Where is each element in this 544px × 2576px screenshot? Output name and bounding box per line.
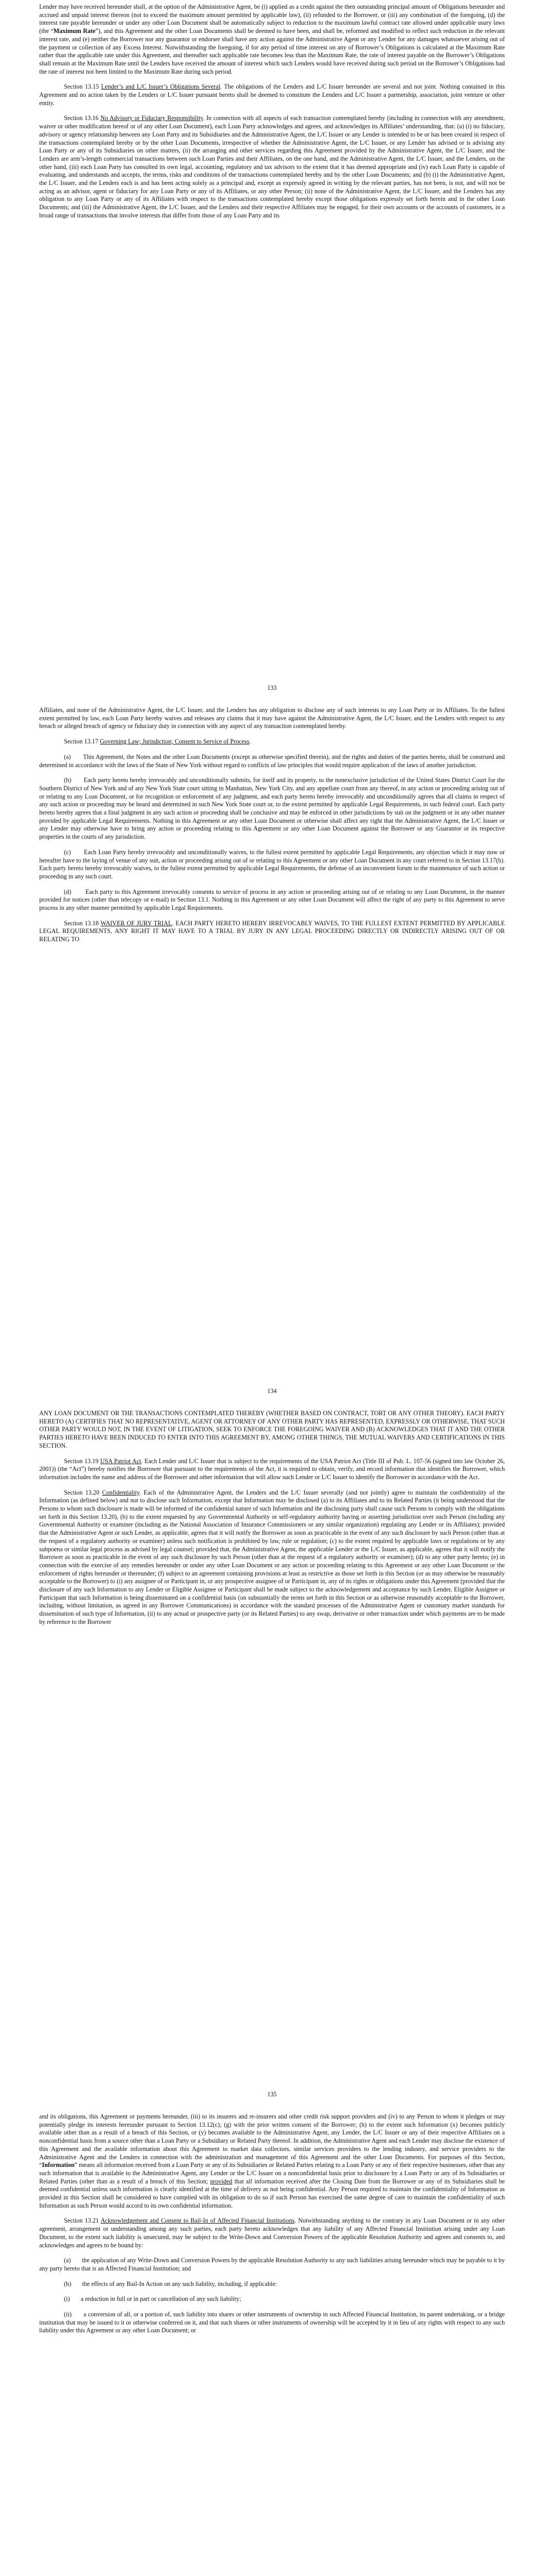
section-text: . Notwithstanding anything to the contrary in any Loan Document or in any other agreement, arrangement or understanding among any such parties, each party hereto acknowledges that any liability of any Affected Financial Institution arising under any Loan Document, to the extent such liability is unsecured, may be subject to the Write-Down and Conversion Powers of the applicable Resolution Authority and agrees and consents to, and acknowledges and agrees to be bound by: (39, 2217, 505, 2249)
paragraph: and its obligations, this Agreement or payments hereunder, (iii) to its insurers and re-insurers and other credit risk support providers and (iv) to any Person to whom it pledges or may potentially pledge its interests hereunder pursuant to Section 13.12(c); (g) with the prior written consent of the Borrower; (h) to the extent such Information (x) becomes publicly available other than as a result of a breach of this Section, or (y) becomes available to the Administrative Agent, any Lender, the L/C Issuer or any of their respective Affiliates on a nonconfidential basis from a source other than a Loan Party or a Subsidiary or Related Party thereof. In addition, the Administrative Agent and each Lender may disclose the existence of this Agreement and the available information about this Agreement to market data collectors, similar services providers to the lending industry, and service providers to the Administrative Agent and the Lenders in connection with the administration and management of this Agreement and the other Loan Documents. For purposes of this Section, “Information” means all information received from a Loan Party or any of its Subsidiaries or Related Parties relating to a Loan Party or any of their respective businesses, other than any such information that is available to the Administrative Agent, any Lender or the L/C Issuer on a nonconfidential basis prior to disclosure by a Loan Party or any of its Subsidiaries or Related Parties (other than as a result of a breach of this Section; provided that all information received after the Closing Date from the Borrower or any of its Subsidiaries shall be deemed confidential unless such information is clearly identified at the time of delivery as not being confidential. Any Person required to maintain the confidentiality of Information as provided in this Section shall be considered to have complied with its obligation to do so if such Person has exercised the same degree of care to maintain the confidentiality of such Information as such Person would accord to its own confidential information. (39, 2113, 505, 2209)
page-number: 135 (267, 2091, 277, 2098)
section-number: Section 13.20 (64, 1488, 102, 1496)
section-number: Section 13.19 (64, 1457, 101, 1465)
section-paragraph (39, 1458, 505, 1482)
section-heading: Lender’s and L/C Issuer’s Obligations Several (101, 83, 221, 91)
paragraph: (d) Each party to this Agreement irrevocably consents to service of process in any action or proceeding arising out of or relating to any Loan Document, in the manner provided for notices (other than telecopy or e-mail) in Section 13.1. Nothing in this Agreement or any other Loan Document will affect the right of any party to this Agreement to serve process in any other manner permitted by applicable Legal Requirements. (39, 888, 505, 912)
paragraph: (i) a reduction in full or in part or cancellation of any such liability; (64, 2295, 241, 2303)
section-heading: Acknowledgement and Consent to Bail-In of Affected Financial Institutions (101, 2217, 295, 2225)
section-number: Section 13.16 (64, 114, 101, 122)
paragraph: (b) Each party hereto hereby irrevocably and unconditionally submits, for itself and its property, to the nonexclusive jurisdiction of the United States District Court for the Southern District of New York and of any New York State court sitting in Manhattan, New York City, and any appellate court from any thereof, in any action or proceeding arising out of or relating to any Loan Document, or for recognition or enforcement of any judgment, and each party hereto hereby irrevocably and unconditionally agrees that all claims in respect of any such action or proceeding may be heard and determined in such New York State court or, to the extent permitted by applicable Legal Requirements, in such federal court. Each party hereto hereby agrees that a final judgment in any such action or proceeding shall be conclusive and may be enforced in other jurisdictions by suit on the judgment or in any other manner provided by applicable Legal Requirements. Nothing in this Agreement or any other Loan Document or otherwise shall affect any right that the Administrative Agent, the L/C Issuer or any Lender may otherwise have to bring any action or proceeding relating to this Agreement or any other Loan Document against the Borrower or any Guarantor or its respective properties in the courts of any jurisdiction. (39, 776, 505, 841)
section-number: Section 13.15 (64, 83, 102, 91)
page-number: 133 (267, 684, 277, 691)
section-paragraph (39, 1489, 505, 1626)
section-heading: WAIVER OF JURY TRIAL (100, 919, 172, 927)
section-paragraph (39, 2217, 505, 2249)
page (0, 1406, 544, 2110)
paragraph: (a) the application of any Write-Down and Conversion Powers by the applicable Resolution Authority to any such liabilities arising hereunder which may be payable to it by any party hereto that is an Affected Financial Institution; and (39, 2257, 505, 2272)
section-number: Section 13.17 (64, 738, 100, 745)
section-number: Section 13.18 (64, 919, 101, 927)
paragraph: ANY LOAN DOCUMENT OR THE TRANSACTIONS CONTEMPLATED THEREBY (WHETHER BASED ON CONTRACT, TORT OR ANY OTHER THEORY). EACH PARTY HERETO (A) CERTIFIES THAT NO REPRESENTATIVE, AGENT OR ATTORNEY OF ANY OTHER PARTY HAS REPRESENTED, EXPRESSLY OR OTHERWISE, THAT SUCH OTHER PARTY WOULD NOT, IN THE EVENT OF LITIGATION, SEEK TO ENFORCE THE FOREGOING WAIVER AND (B) ACKNOWLEDGES THAT IT AND THE OTHER PARTIES HERETO HAVE BEEN INDUCED TO ENTER INTO THIS AGREEMENT BY, AMONG OTHER THINGS, THE MUTUAL WAIVERS AND CERTIFICATIONS IN THIS SECTION. (39, 1410, 505, 1449)
page-body (39, 2113, 505, 2342)
page (0, 703, 544, 1406)
page (0, 0, 544, 703)
section-heading: Governing Law; Jurisdiction; Consent to Service of Process (100, 738, 250, 745)
page-body (39, 706, 505, 951)
paragraph: Affiliates, and none of the Administrative Agent, the L/C Issuer, and the Lenders has any obligation to disclose any of such interests to any Loan Party or its Affiliates. To the fullest extent permitted by law, each Loan Party hereby waives and releases any claims that it may have against the Administrative Agent, the L/C Issuer, and the Lenders with respect to any breach or alleged breach of agency or fiduciary duty in connection with any aspect of any transaction contemplated hereby. (39, 706, 505, 730)
section-paragraph (39, 738, 505, 746)
paragraph: (a) This Agreement, the Notes and the other Loan Documents (except as otherwise specified therein), and the rights and duties of the parties hereto, shall be construed and determined in accordance with the laws of the State of New York without regard to conflicts of law principles that would require application of the laws of another jurisdiction. (39, 753, 505, 769)
section-paragraph (39, 920, 505, 944)
section-paragraph (39, 83, 505, 107)
page-body (39, 3, 505, 227)
section-text: . In connection with all aspects of each transaction contemplated hereby (including in connection with any amendment, waiver or other modification hereof or of any other Loan Document), each Loan Party acknowledges and agrees, and acknowledges its Affiliates’ understanding, that: (a) (i) no fiduciary, advisory or agency relationship between any Loan Party and its Subsidiaries and the Administrative Agent, the L/C Issuer or any Lender is intended to be or has been created in respect of the transactions contemplated hereby or by the other Loan Documents, irrespective of whether the Administrative Agent, the L/C Issuer, or any Lender has advised or is advising any Loan Party or any of its Subsidiaries on other matters, (ii) the arranging and other services regarding this Agreement provided by the Administrative Agent, the L/C Issuer, and the Lenders are arm’s-length commercial transactions between such Loan Parties and their Affiliates, on the one hand, and the Administrative Agent, the L/C Issuer, and the Lenders, on the other hand, (iii) each Loan Party has consulted its own legal, accounting, regulatory and tax advisors to the extent that it has deemed appropriate and (iv) each Loan Party is capable of evaluating, and understands and accepts, the terms, risks and conditions of the transactions contemplated hereby and by the other Loan Documents; and (b) (i) the Administrative Agent, the L/C Issuer, and the Lenders each is and has been acting solely as a principal and, except as expressly agreed in writing by the relevant parties, has not been, is not, and will not be acting as an advisor, agent or fiduciary for any Loan Party or any of its Affiliates, or any other Person; (ii) none of the Administrative Agent, the L/C Issuer, and the Lenders has any obligation to any Loan Party or any of its Affiliates with respect to the transactions contemplated hereby except those obligations expressly set forth herein and in the other Loan Documents; and (iii) the Administrative Agent, the L/C Issuer, and the Lenders and their respective Affiliates may be engaged, for their own accounts or the accounts of customers, in a broad range of transactions that involve interests that differ from those of any Loan Party and its (39, 114, 505, 219)
section-heading: Confidentiality (102, 1488, 140, 1496)
section-text: . (249, 738, 251, 745)
page-number: 134 (267, 1387, 277, 1395)
section-heading: No Advisory or Fiduciary Responsibility (100, 114, 203, 122)
paragraph: (b) the effects of any Bail-In Action on any such liability, including, if applicable: (64, 2280, 277, 2287)
paragraph: (ii) a conversion of all, or a portion of, such liability into shares or other instruments of ownership in such Affected Financial Institution, its parent undertaking, or a bridge institution that may be issued to it or otherwise conferred on it, and that such shares or other instruments of ownership will be accepted by it in lieu of any rights with respect to any such liability under this Agreement or any other Loan Document; or (39, 2311, 505, 2334)
section-text: . Each Lender and L/C Issuer that is subject to the requirements of the USA Patriot Act (Title III of Pub. L. 107-56 (signed into law October 26, 2001)) (the “Act”) hereby notifies the Borrower that pursuant to the requirements of the Act, it is required to obtain, verify, and record information that identifies the Borrower, which information includes the name and address of the Borrower and other information that will allow such Lender or L/C Issuer to identify the Borrower in accordance with the Act. (39, 1457, 505, 1481)
section-text: . The obligations of the Lenders and L/C Issuer hereunder are several and not joint. Nothing contained in this Agreement and no action taken by the Lenders or L/C Issuer pursuant hereto shall be deemed to constitute the Lenders and L/C Issuer a partnership, association, joint venture or other entity. (39, 83, 505, 107)
section-heading: USA Patriot Act (100, 1457, 141, 1465)
section-paragraph (39, 114, 505, 219)
section-text: . Each of the Administrative Agent, the Lenders and the L/C Issuer severally (and not jointly) agree to maintain the confidentiality of the Information (as defined below) and not to disclose such Information, except that Information may be disclosed (a) to its Affiliates and to its Related Parties (it being understood that the Persons to whom such disclosure is made will be informed of the confidential nature of such Information and the disclosing party shall cause such Persons to comply with the obligations set forth in this Section 13.20), (b) to the extent requested by any Governmental Authority or self-regulatory authority having or asserting jurisdiction over such Person (including any Governmental Authority or examiner (including as the National Association of Insurance Commissioners or any similar organization) regulating any Lender or its Affiliates); provided that the Administrative Agent or such Lender, as applicable, agrees that it will notify the Borrower as soon as practicable in the event of any such disclosure by such Person (other than at the request of a regulatory authority or examiner) unless such notification is prohibited by law, rule or regulation; (c) to the extent required by applicable laws or regulations or by any subpoena or similar legal process as advised by legal counsel; provided that, the Administrative Agent, the applicable Lender or the L/C Issuer, as applicable, agrees that it will notify the Borrower as soon as practicable in the event of any such disclosure by such Person (other than at the request of a regulatory authority or examiner); (d) to any other party hereto; (e) in connection with the exercise of any remedies hereunder or under any other Loan Document or any action or proceeding relating to this Agreement or any other Loan Document or the enforcement of rights hereunder or thereunder; (f) subject to an agreement containing provisions at least as restrictive as those set forth in this Section (or as may otherwise be reasonably acceptable to the Borrower) to (i) any assignee of or Participant in, or any prospective assignee of or Participant in, any of its rights or obligations under this Agreement (provided that the disclosure of any such Information to any Lender or Eligible Assignee or Participant shall be made subject to the acknowledgement and acceptance by such Lender, Eligible Assignee or Participant that such Information is being disseminated on a confidential basis (on substantially the terms set forth in this Section or as otherwise reasonably acceptable to the Borrower, including, without limitation, as agreed in any Borrower Communications) in accordance with the standard processes of the Administrative Agent or customary market standards for dissemination of such type of Information, (ii) to any actual or prospective party (or its Related Parties) to any swap, derivative or other transaction under which payments are to be made by reference to the Borrower (39, 1488, 505, 1625)
page-body (39, 1410, 505, 1634)
page (0, 2110, 544, 2576)
section-number: Section 13.21 (64, 2217, 101, 2225)
paragraph: Lender may have received hereunder shall, at the option of the Administrative Agent, be (i) applied as a credit against the then outstanding principal amount of Obligations hereunder and accrued and unpaid interest thereon (not to exceed the maximum amount permitted by applicable law), (ii) refunded to the Borrower, or (iii) any combination of the foregoing, (d) the interest rate payable hereunder or under any other Loan Document shall be automatically subject to reduction to the maximum lawful contract rate allowed under applicable usury laws (the “Maximum Rate”), and this Agreement and the other Loan Documents shall be deemed to have been, and shall be, reformed and modified to reflect such reduction in the relevant interest rate, and (e) neither the Borrower nor any guarantor or endorser shall have any action against the Administrative Agent or any Lender for any damages whatsoever arising out of the payment or collection of any Excess Interest. Notwithstanding the foregoing, if for any period of time interest on any of Borrower’s Obligations is calculated at the Maximum Rate rather than the applicable rate under this Agreement, and thereafter such applicable rate becomes less than the Maximum Rate, the rate of interest payable on the Borrower’s Obligations shall remain at the Maximum Rate until the Lenders have received the amount of interest which such Lenders would have received during such period on the Borrower’s Obligations had the rate of interest not been limited to the Maximum Rate during such period. (39, 3, 505, 75)
section-text: . EACH PARTY HERETO HEREBY IRREVOCABLY WAIVES, TO THE FULLEST EXTENT PERMITTED BY APPLICABLE LEGAL REQUIREMENTS, ANY RIGHT IT MAY HAVE TO A TRIAL BY JURY IN ANY LEGAL PROCEEDING DIRECTLY OR INDIRECTLY ARISING OUT OF OR RELATING TO (39, 919, 505, 943)
paragraph: (c) Each Loan Party hereby irrevocably and unconditionally waives, to the fullest extent permitted by applicable Legal Requirements, any objection which it may now or hereafter have to the laying of venue of any suit, action or proceeding arising out of or relating to this Agreement or any other Loan Document in any court referred to in Section 13.17(b). Each party hereto hereby irrevocably waives, to the fullest extent permitted by applicable Legal Requirements, the defense of an inconvenient forum to the maintenance of such action or proceeding in any such court. (39, 848, 505, 880)
